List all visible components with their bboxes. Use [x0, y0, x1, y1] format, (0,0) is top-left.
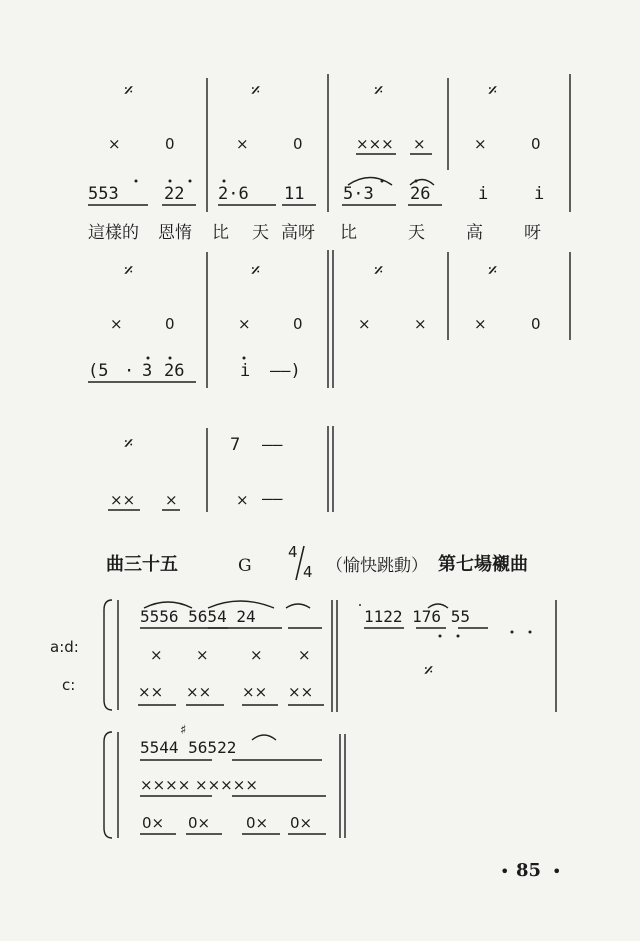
time-signature-bottom: 4 [303, 563, 313, 581]
note-group: 22 [164, 184, 185, 204]
hold-line: —— [262, 435, 283, 455]
beat-xx: ×× [242, 683, 268, 701]
note-group: 26 [164, 361, 185, 381]
beat-x: × [474, 135, 487, 153]
lyric: 高 [466, 223, 483, 243]
lyric: 高呀 [281, 223, 315, 243]
repeat-sign: 𝄎 [374, 260, 384, 282]
note-group: 2·6 [218, 184, 249, 204]
beat-rest: 0 [531, 135, 541, 153]
beat-x: × [110, 315, 123, 333]
beat-rest: 0 [165, 315, 175, 333]
note-group: 26 [410, 184, 431, 204]
note-group: 11 [284, 184, 305, 204]
beat-rest-x: 0× [290, 814, 313, 832]
beat-x: × [250, 646, 263, 664]
page-number-dot-left: • [500, 862, 510, 881]
beat-x: ×× [110, 491, 136, 509]
note: i [534, 184, 545, 204]
repeat-sign: 𝄎 [251, 80, 261, 102]
beat-xx: ×× [138, 683, 164, 701]
repeat-sign: 𝄎 [488, 260, 498, 282]
repeat-sign: 𝄎 [124, 433, 134, 455]
beat-x: × [150, 646, 163, 664]
beat-x: × [108, 135, 121, 153]
beat-rest-x: 0× [246, 814, 269, 832]
beat-rest: 0 [293, 315, 303, 333]
beat-rest: 0 [165, 135, 175, 153]
repeat-sign: 𝄎 [424, 660, 434, 682]
key-signature: G [238, 556, 252, 576]
repeat-sign: 𝄎 [251, 260, 261, 282]
beat-x: × [238, 315, 251, 333]
note: i [478, 184, 489, 204]
lyric: 呀 [524, 223, 541, 243]
note-tail: ——) [270, 361, 301, 381]
beat-rest: 0 [293, 135, 303, 153]
beat-x: × [236, 491, 249, 509]
beat-x: × [474, 315, 487, 333]
note-group: 5·3 [343, 184, 374, 204]
note-group: 553 [88, 184, 119, 204]
beat-x-row: ×××× ××××× [140, 776, 258, 794]
sharp-sign: ♯ [180, 723, 187, 738]
beat-x: × [236, 135, 249, 153]
beat-x: × [414, 315, 427, 333]
note: i [240, 361, 251, 381]
beat-x: ××× [356, 135, 394, 153]
section-title: 第七場襯曲 [438, 554, 528, 575]
time-signature-top: 4 [288, 543, 298, 561]
page-number-dot-right: • [552, 862, 562, 881]
repeat-sign: 𝄎 [124, 80, 134, 102]
note: 7 [230, 435, 241, 455]
dot: · [124, 361, 135, 381]
hold-line: —— [262, 489, 283, 509]
part-label-1: a:d: [50, 638, 79, 656]
lyric: 比 [340, 223, 357, 243]
beat-x: × [165, 491, 178, 509]
lyric: 天 [252, 223, 269, 243]
note: (5 [88, 361, 109, 381]
beat-rest-x: 0× [142, 814, 165, 832]
repeat-sign: 𝄎 [488, 80, 498, 102]
note: 3 [142, 361, 153, 381]
beat-x: × [413, 135, 426, 153]
tempo-marking: （愉快跳動） [326, 556, 428, 576]
beat-rest-x: 0× [188, 814, 211, 832]
beat-rest: 0 [531, 315, 541, 333]
note-group: 5556 5654 24 [140, 607, 256, 626]
beat-xx: ×× [288, 683, 314, 701]
note-group: 1122 176 55 [364, 607, 470, 626]
part-label-2: c: [62, 676, 76, 694]
beat-xx: ×× [186, 683, 212, 701]
lyric: 恩惰 [158, 223, 192, 243]
lyric: 這樣的 [88, 223, 139, 243]
beat-x: × [358, 315, 371, 333]
repeat-sign: 𝄎 [124, 260, 134, 282]
repeat-sign: 𝄎 [374, 80, 384, 102]
lyric: 天 [408, 223, 425, 243]
beat-x: × [196, 646, 209, 664]
note-group: 5544 56522 [140, 738, 237, 757]
lyric: 比 [212, 223, 229, 243]
beat-x: × [298, 646, 311, 664]
page-number: 85 [516, 860, 542, 881]
piece-title: 曲三十五 [106, 554, 178, 575]
